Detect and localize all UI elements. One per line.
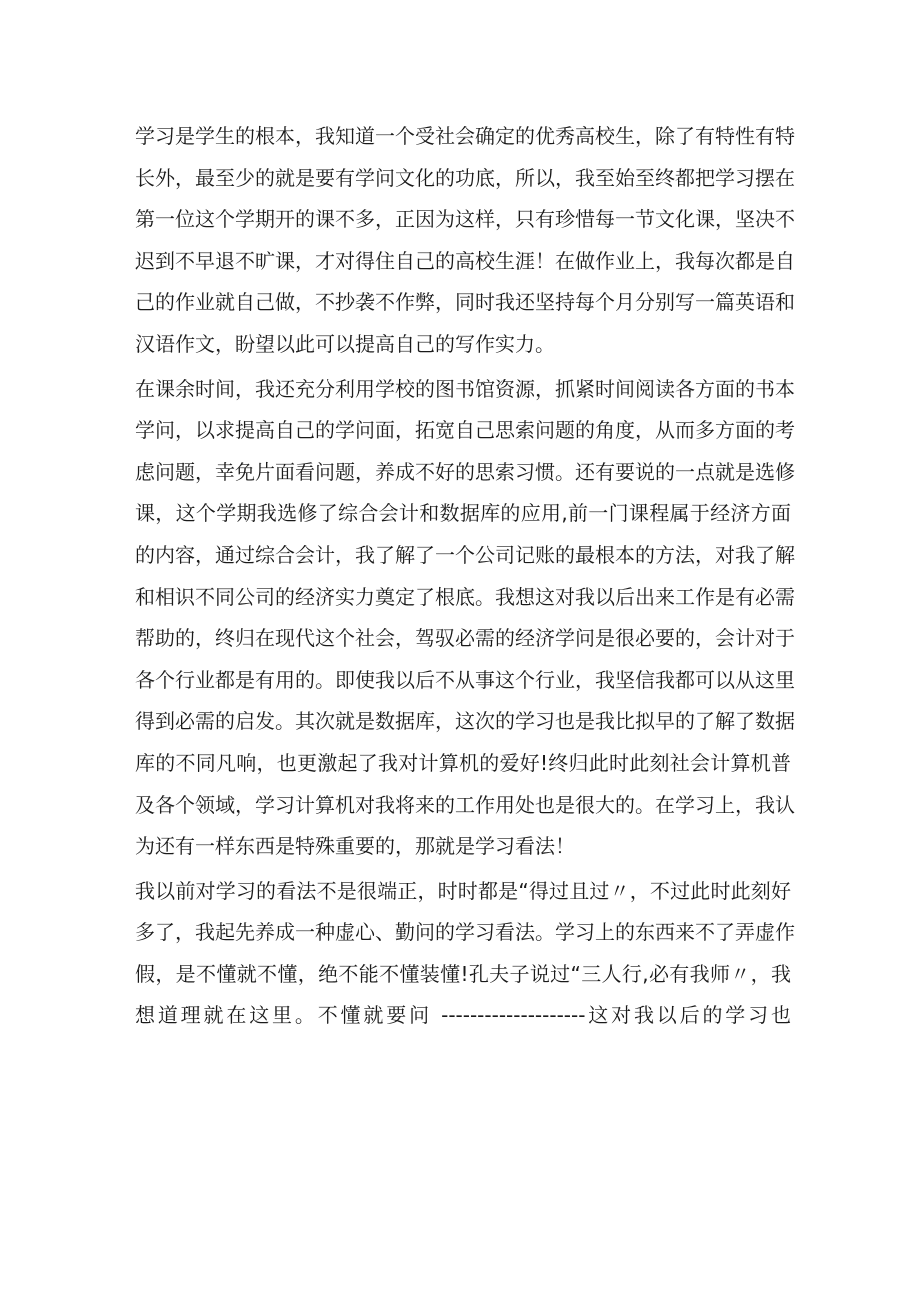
text-line: 第一位这个学期开的课不多，正因为这样，只有珍惜每一节文化课，坚决不 <box>135 207 795 232</box>
text-line: 迟到不早退不旷课，才对得住自己的高校生涯！在做作业上，我每次都是自 <box>135 248 795 273</box>
text-line: 多了，我起先养成一种虚心、勤问的学习看法。学习上的东西来不了弄虚作 <box>135 920 795 945</box>
paragraph <box>135 871 795 1037</box>
text-line: 想道理就在这里。不懂就要问 --------------------这对我以后的学习也 <box>135 1003 791 1028</box>
text-line: 帮助的，终归在现代这个社会，驾驭必需的经济学问是很必要的，会计对于 <box>135 626 795 651</box>
text-line: 及各个领域，学习计算机对我将来的工作用处也是很大的。在学习上，我认 <box>135 792 795 817</box>
text-line: 汉语作文，盼望以此可以提高自己的写作实力。 <box>135 331 555 356</box>
text-line: 我以前对学习的看法不是很端正，时时都是“得过且过〃，不过此时此刻好 <box>135 878 791 903</box>
text-line: 库的不同凡响，也更激起了我对计算机的爱好!终归此时此刻社会计算机普 <box>135 750 791 775</box>
paragraph <box>135 116 795 366</box>
text-line: 各个行业都是有用的。即使我以后不从事这个行业，我坚信我都可以从这里 <box>135 667 795 692</box>
paragraph <box>135 369 795 868</box>
text-line: 和相识不同公司的经济实力奠定了根底。我想这对我以后出来工作是有必需 <box>135 584 795 609</box>
text-line: 学问，以求提高自己的学问面，拓宽自己思索问题的角度，从而多方面的考 <box>135 418 795 443</box>
text-line: 得到必需的启发。其次就是数据库，这次的学习也是我比拟早的了解了数据 <box>135 709 795 734</box>
text-line: 虑问题，幸免片面看问题，养成不好的思索习惯。还有要说的一点就是选修 <box>135 459 795 484</box>
text-line: 课，这个学期我选修了综合会计和数据库的应用,前一门课程属于经济方面 <box>135 501 791 526</box>
text-line: 在课余时间，我还充分利用学校的图书馆资源，抓紧时间阅读各方面的书本 <box>135 376 795 401</box>
document-body <box>135 116 795 1037</box>
text-line: 学习是学生的根本，我知道一个受社会确定的优秀高校生，除了有特性有特 <box>135 124 795 148</box>
text-line: 假，是不懂就不懂，绝不能不懂装懂!孔夫子说过“三人行,必有我师〃，我 <box>135 961 791 986</box>
text-line: 己的作业就自己做，不抄袭不作弊，同时我还坚持每个月分别写一篇英语和 <box>135 290 795 315</box>
text-line: 为还有一样东西是特殊重要的，那就是学习看法！ <box>135 834 575 859</box>
text-line: 长外，最至少的就是要有学问文化的功底，所以，我至始至终都把学习摆在 <box>135 165 795 190</box>
text-line: 的内容，通过综合会计，我了解了一个公司记账的最根本的方法，对我了解 <box>135 542 795 567</box>
